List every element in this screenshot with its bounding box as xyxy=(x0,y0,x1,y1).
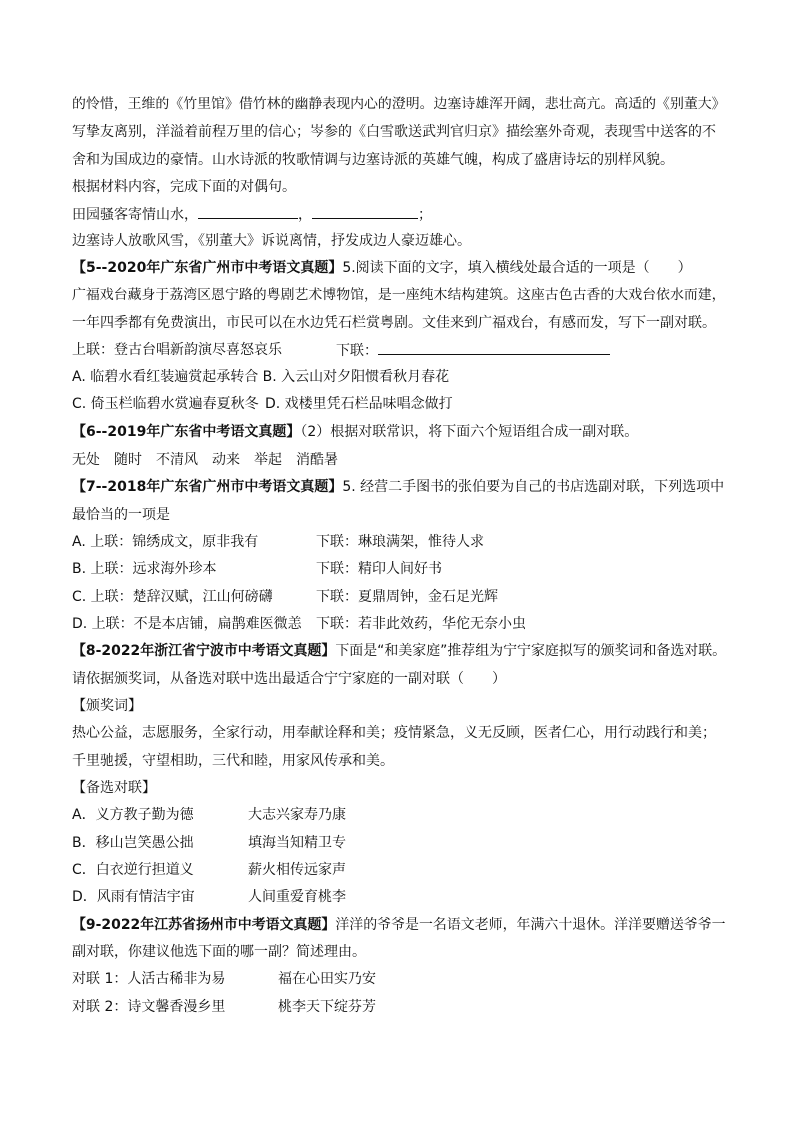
q6-heading xyxy=(72,422,638,442)
q8-couplet-heading: 【备选对联】 xyxy=(72,780,156,796)
q8-option-a-upper: A．义方教子勤为德 xyxy=(72,807,194,823)
q7-stem: 5. 经营二手图书的张伯要为自己的书店选副对联，下列选项中 xyxy=(342,479,725,495)
q7-stem-2: 最恰当的一项是 xyxy=(72,507,170,523)
q5-passage-2: 一年四季都有免费演出，市民可以在水边凭石栏赏粤剧。文佳来到广福戏台，有感而发，写下一副对联。 xyxy=(72,315,716,331)
q7-option-d-lower: 下联：若非此效药，华佗无奈小虫 xyxy=(316,616,526,632)
answer-blank-2[interactable] xyxy=(312,204,418,219)
q5-lower-couplet xyxy=(336,340,610,361)
q9-stem: 洋洋的爷爷是一名语文老师，年满六十退休。洋洋要赠送爷爷一 xyxy=(335,917,726,933)
q7-tag: 【7--2018年广东省广州市中考语文真题】 xyxy=(72,479,343,495)
q8-option-b-upper: B．移山岂笑愚公拙 xyxy=(72,835,194,851)
q5-passage-1: 广福戏台藏身于荔湾区恩宁路的粤剧艺术博物馆，是一座纯木结构建筑。这座古色古香的大戏台依水而建， xyxy=(72,287,726,303)
q7-option-a-upper: A. 上联：锦绣成文，原非我有 xyxy=(72,534,259,550)
q8-option-d-lower: 人间重爱育桃李 xyxy=(248,889,346,905)
q7-option-a-lower: 下联：琳琅满架，惟待人求 xyxy=(316,534,484,550)
q8-stem-2: 请依据颁奖词，从备选对联中选出最适合宁宁家庭的一副对联（ ） xyxy=(72,671,506,687)
q8-tag: 【8-2022年浙江省宁波市中考语文真题】 xyxy=(72,643,336,659)
intro-line-5 xyxy=(72,204,432,225)
intro-line-5-comma: ， xyxy=(298,207,312,223)
q8-award-line-2: 千里驰援，守望相助，三代和睦，用家风传承和美。 xyxy=(72,753,394,769)
intro-line-6: 边塞诗人放歌风雪，《别董大》诉说离情，抒发成边人豪迈雄心。 xyxy=(72,233,471,249)
q5-tag: 【5--2020年广东省广州市中考语文真题】 xyxy=(72,260,343,276)
q9-couplet-2-upper: 对联 2：诗文馨香漫乡里 xyxy=(72,999,226,1015)
q8-award-heading: 【颁奖词】 xyxy=(72,698,142,714)
q8-option-d-upper: D．风雨有情洁宇宙 xyxy=(72,889,195,905)
q9-heading xyxy=(72,915,726,935)
q7-option-c-upper: C. 上联：楚辞汉赋，江山何磅礴 xyxy=(72,589,273,605)
q8-award-line-1: 热心公益，志愿服务，全家行动，用奉献诠释和美；疫情紧急，义无反顾，医者仁心，用行动践行和美； xyxy=(72,725,716,741)
q6-stem: （2）根据对联常识，将下面六个短语组合成一副对联。 xyxy=(300,424,639,440)
q8-option-a-lower: 大志兴家寿乃康 xyxy=(248,807,346,823)
q8-heading xyxy=(72,641,726,661)
q5-option-c: C. 倚玉栏临碧水赏遍春夏秋冬 xyxy=(72,396,259,412)
q9-couplet-2-lower: 桃李天下绽芬芳 xyxy=(278,999,376,1015)
q5-stem: 5.阅读下面的文字，填入横线处最合适的一项是（ ） xyxy=(342,260,692,276)
intro-line-5-start: 田园骚客寄情山水， xyxy=(72,207,198,223)
q5-heading xyxy=(72,258,692,278)
q9-tag: 【9-2022年江苏省扬州市中考语文真题】 xyxy=(72,917,336,933)
intro-line-1: 的怜惜，王维的《竹里馆》借竹林的幽静表现内心的澄明。边塞诗雄浑开阔，悲壮高亢。高适的《别董大》 xyxy=(72,96,726,112)
q5-options-ab: A. 临碧水看红装遍赏起承转合 B. 入云山对夕阳惯看秋月春花 xyxy=(72,369,450,385)
q7-heading xyxy=(72,477,724,497)
q6-phrases: 无处 随时 不清风 动来 举起 消酷暑 xyxy=(72,452,338,468)
q7-option-b-upper: B. 上联：远求海外珍本 xyxy=(72,561,217,577)
q9-couplet-1-upper: 对联 1：人活古稀非为易 xyxy=(72,971,226,987)
q5-upper-couplet: 上联：登古台唱新韵演尽喜怒哀乐 xyxy=(72,342,282,358)
q5-lower-label: 下联： xyxy=(336,343,378,359)
answer-blank-1[interactable] xyxy=(198,204,298,219)
intro-line-2: 写挚友离别，洋溢着前程万里的信心；岑参的《白雪歌送武判官归京》描绘塞外奇观，表现雪中送客的不 xyxy=(72,124,716,140)
q5-option-d: D. 戏楼里凭石栏品味唱念做打 xyxy=(265,396,453,412)
q7-option-c-lower: 下联：夏鼎周钟，金石足光辉 xyxy=(316,589,498,605)
q7-option-b-lower: 下联：精印人间好书 xyxy=(316,561,442,577)
intro-line-3: 舍和为国成边的豪情。山水诗派的牧歌情调与边塞诗派的英雄气魄，构成了盛唐诗坛的别样风貌。 xyxy=(72,152,674,168)
q5-couplet-line xyxy=(72,340,282,360)
intro-line-4: 根据材料内容，完成下面的对偶句。 xyxy=(72,179,296,195)
q8-option-c-upper: C．白衣逆行担道义 xyxy=(72,862,194,878)
q7-option-d-upper: D. 上联：不是本店铺，扁鹊难医微恙 xyxy=(72,616,302,632)
q5-lower-blank[interactable] xyxy=(378,340,610,355)
intro-line-5-end: ； xyxy=(418,207,432,223)
q8-stem: 下面是“和美家庭”推荐组为宁宁家庭拟写的颁奖词和备选对联。 xyxy=(335,643,727,659)
q9-stem-2: 副对联，你建议他选下面的哪一副？简述理由。 xyxy=(72,944,366,960)
q8-option-b-lower: 填海当知精卫专 xyxy=(248,835,346,851)
q8-option-c-lower: 薪火相传远家声 xyxy=(248,862,346,878)
q6-tag: 【6--2019年广东省中考语文真题】 xyxy=(72,424,301,440)
q9-couplet-1-lower: 福在心田实乃安 xyxy=(278,971,376,987)
